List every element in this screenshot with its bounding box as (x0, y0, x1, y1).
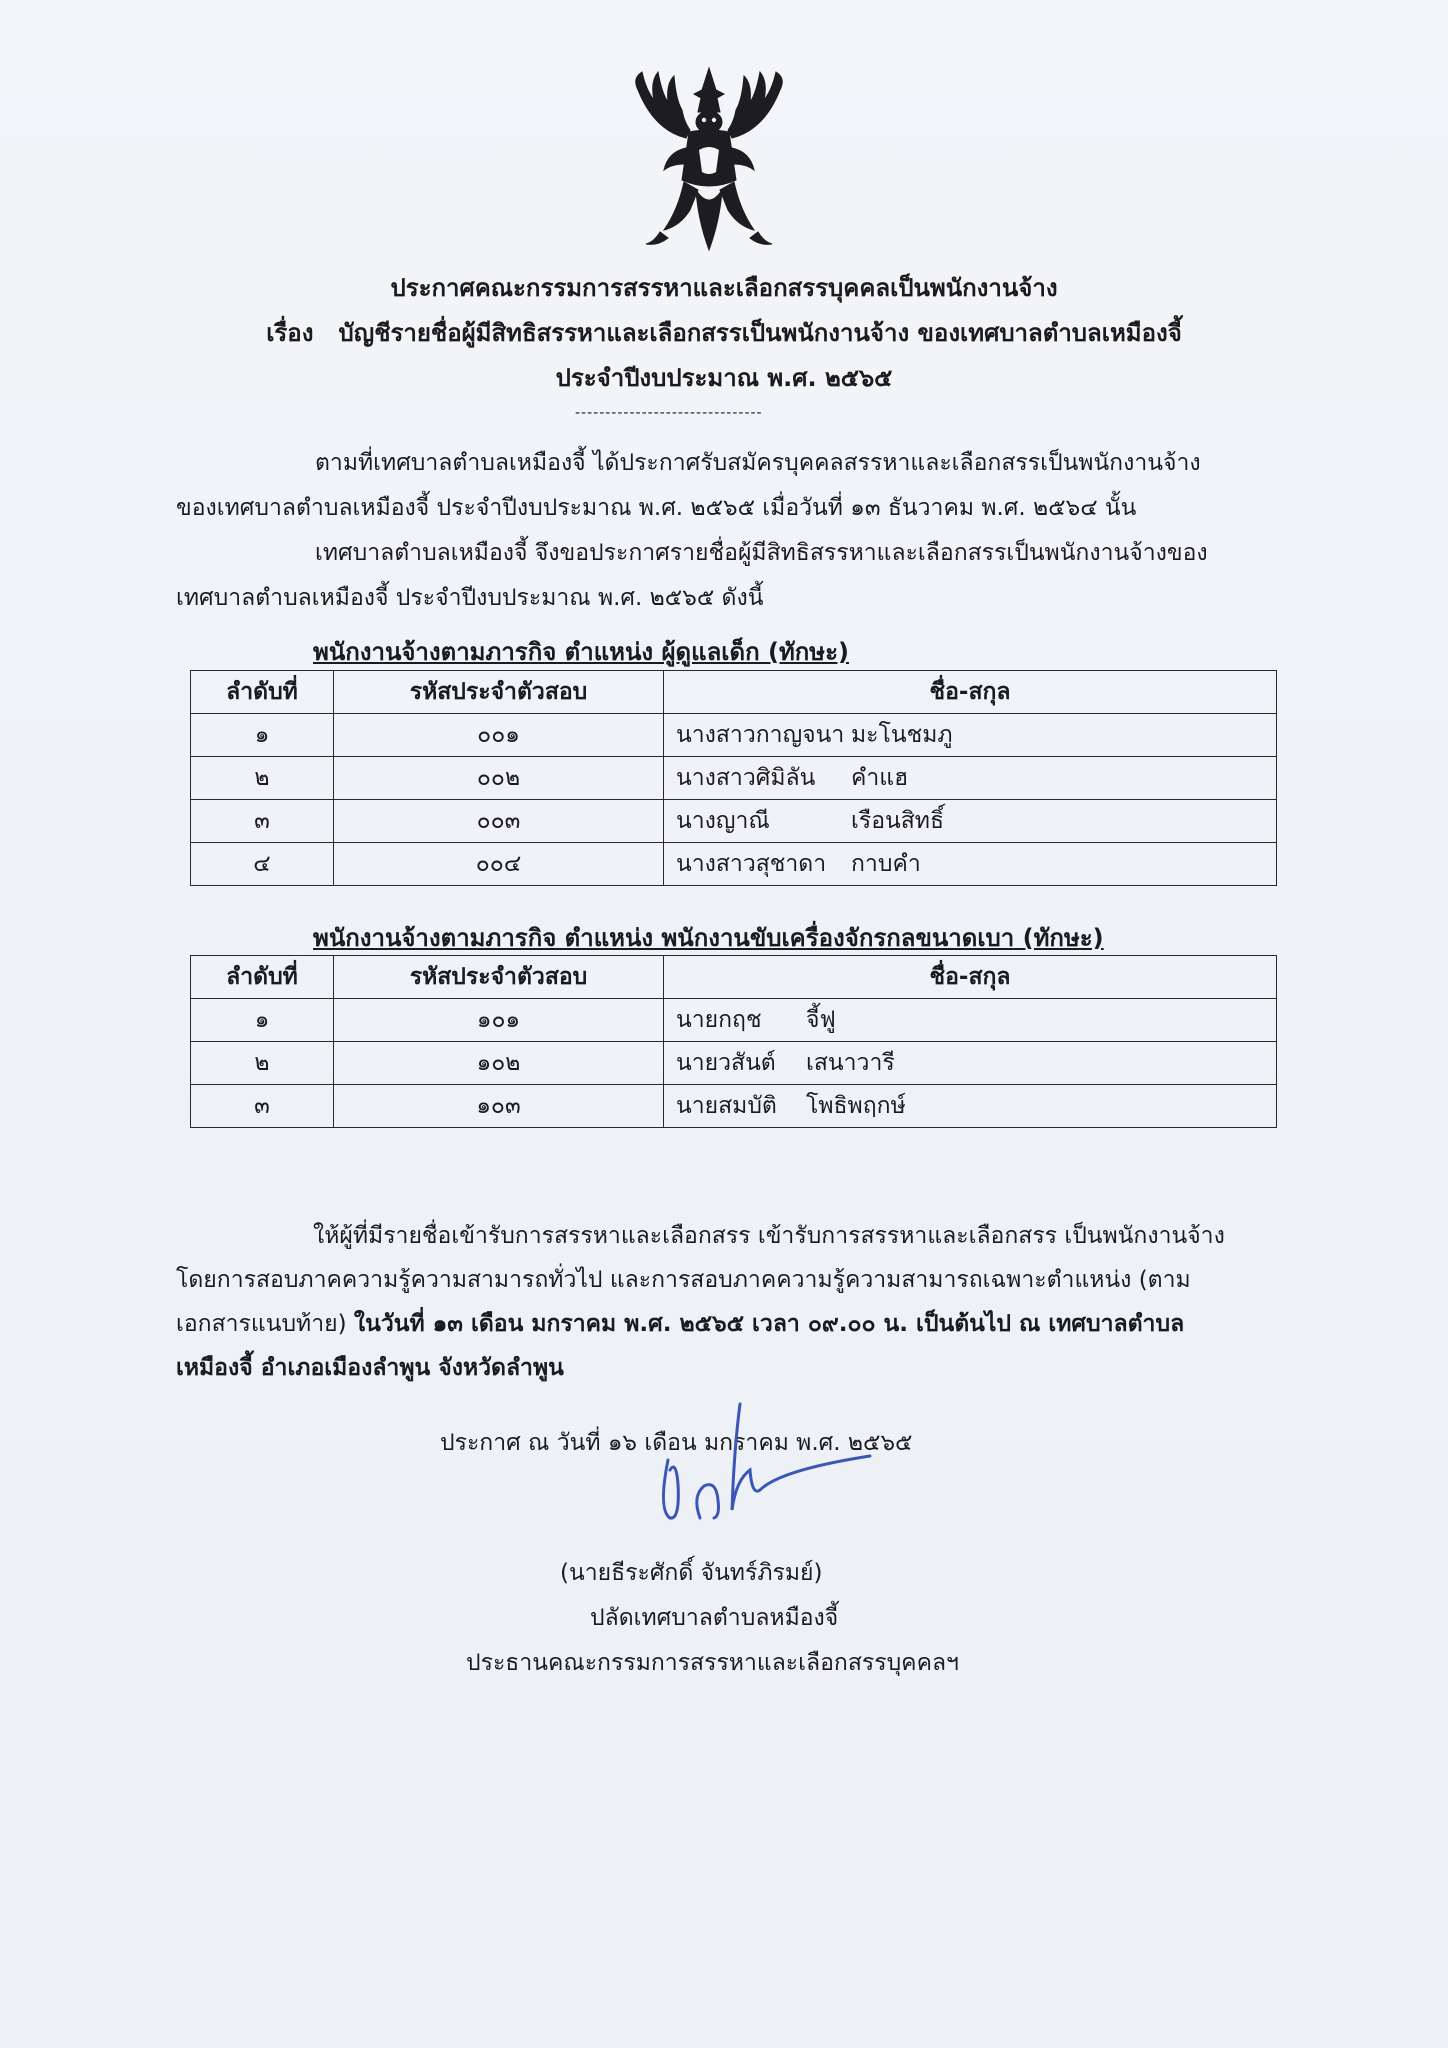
intro-line-2: ของเทศบาลตำบลเหมืองจี้ ประจำปีงบประมาณ พ.ศ. ๒๕๖๕ เมื่อวันที่ ๑๓ ธันวาคม พ.ศ. ๒๕๖๔ นั้น (176, 495, 1137, 521)
cell-name (664, 757, 1277, 800)
instruction-line-1: ให้ผู้ที่มีรายชื่อเข้ารับการสรรหาและเลือกสรร เข้ารับการสรรหาและเลือกสรร เป็นพนักงานจ้าง (313, 1223, 1225, 1249)
separator: ------------------------------- (575, 405, 763, 421)
header-exam-id: รหัสประจำตัวสอบ (334, 956, 664, 999)
cell-exam-id: ๐๐๔ (334, 843, 664, 886)
announcement-subject (0, 313, 1448, 352)
table-row (191, 1042, 1277, 1085)
last-name: คำแฮ (851, 765, 909, 791)
section-title-machine-operator: พนักงานจ้างตามภารกิจ ตำแหน่ง พนักงานขับเครื่องจักรกลขนาดเบา (ทักษะ) (313, 924, 1104, 952)
intro-line-1: ตามที่เทศบาลตำบลเหมืองจี้ ได้ประกาศรับสมัครบุคคลสรรหาและเลือกสรรเป็นพนักงานจ้าง (315, 450, 1201, 476)
table-header-row (191, 956, 1277, 999)
header-name: ชื่อ-สกุล (664, 671, 1277, 714)
subject-text: บัญชีรายชื่อผู้มีสิทธิสรรหาและเลือกสรรเป็นพนักงานจ้าง ของเทศบาลตำบลเหมืองจี้ (338, 319, 1182, 347)
cell-order: ๑ (191, 714, 334, 757)
header-exam-id: รหัสประจำตัวสอบ (334, 671, 664, 714)
signer-title: ปลัดเทศบาลตำบลหมืองจี้ (590, 1605, 839, 1631)
cell-name (664, 714, 1277, 757)
cell-name (664, 843, 1277, 886)
cell-order: ๔ (191, 843, 334, 886)
instruction-line-2: โดยการสอบภาคความรู้ความสามารถทั่วไป และการสอบภาคความรู้ความสามารถเฉพาะตำแหน่ง (ตาม (176, 1267, 1191, 1293)
roster-table-childcare (190, 670, 1277, 886)
first-name: นางสาวสุชาดา (676, 851, 827, 877)
instruction-line-3 (176, 1306, 1184, 1342)
first-name: นายวสันต์ (676, 1050, 776, 1076)
header-order: ลำดับที่ (191, 956, 334, 999)
first-name: นายสมบัติ (676, 1093, 777, 1119)
instruction-line-3-bold: ในวันที่ ๑๓ เดือน มกราคม พ.ศ. ๒๕๖๕ เวลา ๐๙.๐๐ น. เป็นต้นไป ณ เทศบาลตำบล (353, 1311, 1185, 1337)
fiscal-year: ประจำปีงบประมาณ พ.ศ. ๒๕๖๕ (555, 364, 893, 392)
intro-line-4: เทศบาลตำบลเหมืองจี้ ประจำปีงบประมาณ พ.ศ. ๒๕๖๕ ดังนี้ (176, 585, 764, 611)
instruction-line-4: เหมืองจี้ อำเภอเมืองลำพูน จังหวัดลำพูน (176, 1355, 564, 1381)
first-name: นางสาวศิมิลัน (676, 765, 816, 791)
last-name: เรือนสิทธิ์ (851, 808, 944, 834)
header-name: ชื่อ-สกุล (664, 956, 1277, 999)
garuda-emblem-icon (624, 60, 794, 260)
last-name: มะโนชมภู (851, 722, 953, 748)
last-name: โพธิพฤกษ์ (806, 1093, 906, 1119)
cell-name (664, 1085, 1277, 1128)
signer-role: ประธานคณะกรรมการสรรหาและเลือกสรรบุคคลฯ (466, 1650, 959, 1676)
subject-label: เรื่อง (266, 319, 314, 347)
cell-order: ๒ (191, 757, 334, 800)
cell-exam-id: ๑๐๒ (334, 1042, 664, 1085)
table-row (191, 843, 1277, 886)
table-row (191, 800, 1277, 843)
cell-exam-id: ๑๐๑ (334, 999, 664, 1042)
table-row (191, 714, 1277, 757)
signature-mark (640, 1400, 880, 1540)
instruction-line-3-plain: เอกสารแนบท้าย) (176, 1311, 354, 1337)
cell-order: ๑ (191, 999, 334, 1042)
first-name: นายกฤช (676, 1007, 762, 1033)
header-order: ลำดับที่ (191, 671, 334, 714)
signer-name: (นายธีระศักดิ์ จันทร์ภิรมย์) (560, 1560, 823, 1586)
cell-exam-id: ๐๐๓ (334, 800, 664, 843)
announcement-title: ประกาศคณะกรรมการสรรหาและเลือกสรรบุคคลเป็นพนักงานจ้าง (390, 274, 1058, 302)
table-row (191, 999, 1277, 1042)
cell-name (664, 1042, 1277, 1085)
cell-exam-id: ๐๐๑ (334, 714, 664, 757)
cell-name (664, 800, 1277, 843)
table-row (191, 1085, 1277, 1128)
cell-order: ๓ (191, 800, 334, 843)
first-name: นางญาณี (676, 808, 770, 834)
last-name: จี้ฟู (806, 1007, 836, 1033)
table-row (191, 757, 1277, 800)
table-header-row (191, 671, 1277, 714)
section-title-childcare: พนักงานจ้างตามภารกิจ ตำแหน่ง ผู้ดูแลเด็ก (ทักษะ) (313, 638, 849, 666)
cell-name (664, 999, 1277, 1042)
cell-order: ๒ (191, 1042, 334, 1085)
cell-exam-id: ๐๐๒ (334, 757, 664, 800)
intro-line-3: เทศบาลตำบลเหมืองจี้ จึงขอประกาศรายชื่อผู้มีสิทธิสรรหาและเลือกสรรเป็นพนักงานจ้างของ (315, 540, 1208, 566)
announcement-date: ประกาศ ณ วันที่ ๑๖ เดือน มกราคม พ.ศ. ๒๕๖๕ (440, 1430, 913, 1456)
first-name: นางสาวกาญจนา (676, 722, 845, 748)
cell-order: ๓ (191, 1085, 334, 1128)
last-name: กาบคำ (851, 851, 921, 877)
last-name: เสนาวารี (806, 1050, 895, 1076)
cell-exam-id: ๑๐๓ (334, 1085, 664, 1128)
roster-table-machine-operator (190, 955, 1277, 1128)
